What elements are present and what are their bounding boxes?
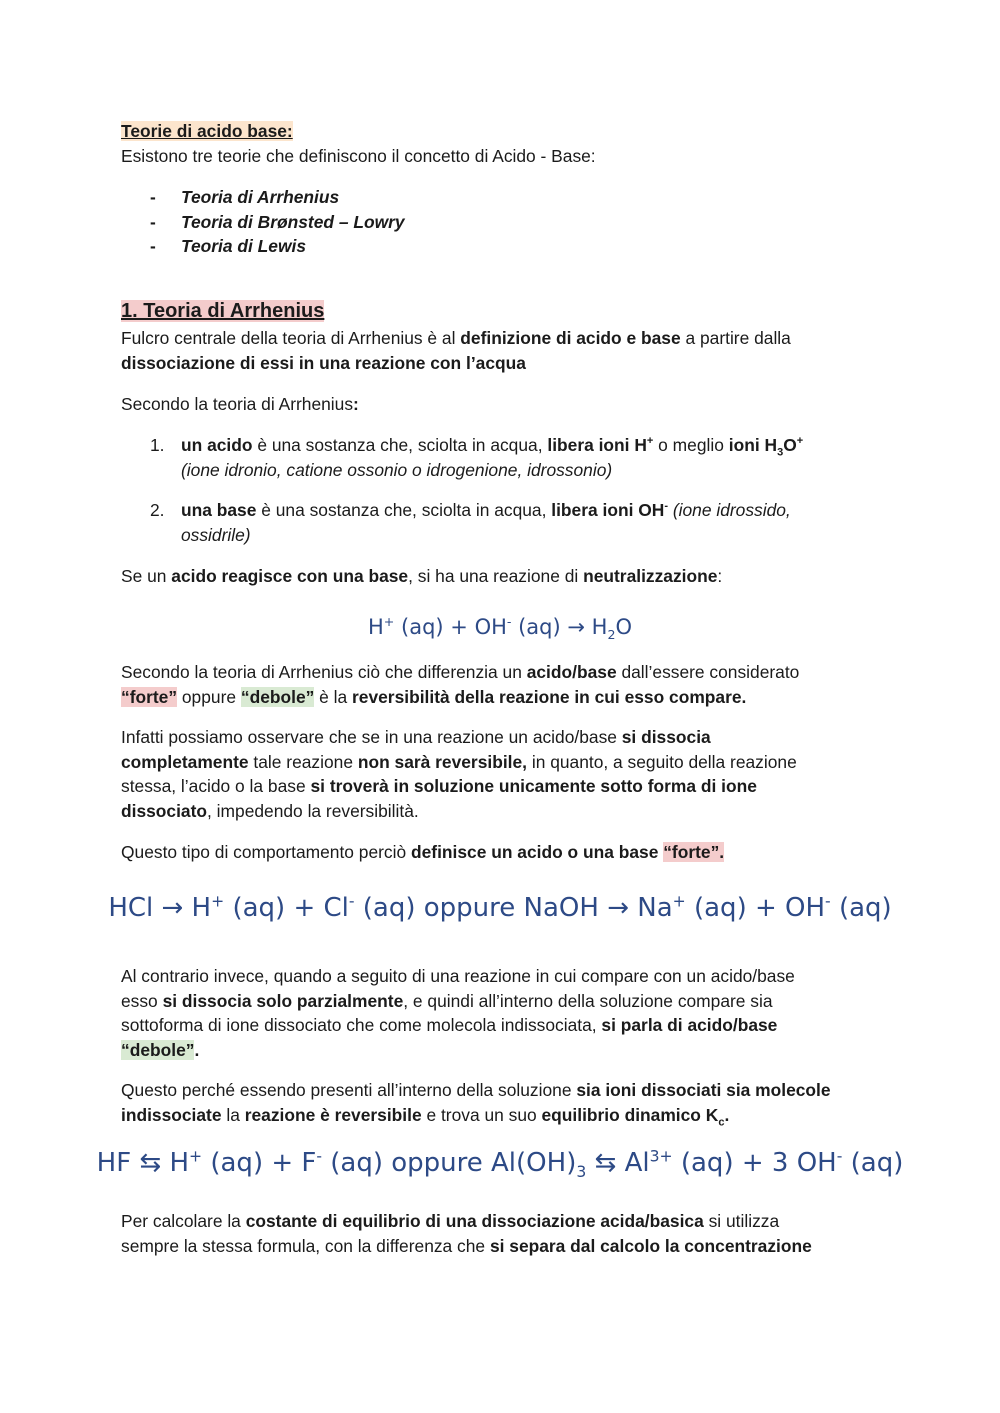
numbered-item: 1. un acido è una sostanza che, sciolta in acqua, libera ioni H+ o meglio ioni $H_3O^+$ (ione idronio, catione ossonio o idrogenione, idrossonio) <box>150 435 804 480</box>
forte-label: “forte”. <box>663 842 725 862</box>
debole-label: “debole” <box>121 1039 195 1060</box>
list-item: - Teoria di Arrhenius <box>150 187 340 207</box>
paragraph: Infatti possiamo osservare che se in una reazione un acido/base si dissocia completamente tale reazione non sarà reversibile, in quanto, a seguito della reazione stessa, l’acido o la base si troverà in soluzione unicamente sotto forma di ione dissociato, impedendo la reversibilità. <box>121 727 797 821</box>
paragraph: Se un acido reagisce con una base, si ha una reazione di neutralizzazione: <box>121 566 723 586</box>
equation-neutralization: H+ (aq) + OH- $(aq) \to H_2O$ <box>368 614 632 643</box>
list-item: - Teoria di Brønsted – Lowry <box>150 212 405 232</box>
equation-weak-dissociation: HF ⇆ H+ (aq) + F- (aq) oppure $Al(OH)_3$ ⇆ $Al^{3+}$ (aq) + 3 OH- (aq) <box>96 1147 904 1182</box>
paragraph: Secondo la teoria di Arrhenius: <box>121 394 359 414</box>
paragraph: Al contrario invece, quando a seguito di una reazione in cui compare con un acido/base esso si dissocia solo parzialmente, e quindi all’interno della soluzione compare sia sottoforma di ione dissociato che come molecola indissociata, si parla di acido/base “debole”. <box>121 966 795 1060</box>
paragraph: Secondo la teoria di Arrhenius ciò che differenzia un acido/base dall’essere considerato “forte” oppure “debole” è la reversibilità della reazione in cui esso compare. <box>121 662 800 707</box>
forte-label: “forte” <box>121 686 178 707</box>
section-heading: 1. Teoria di Arrhenius <box>121 300 325 322</box>
numbered-item: 2. una base è una sostanza che, sciolta in acqua, libera ioni OH- (ione idrossido, ossidrile) <box>150 500 791 545</box>
paragraph: Questo perché essendo presenti all’interno della soluzione sia ioni dissociati sia molecole indissociate la reazione è reversibile e trova un suo equilibrio dinamico $K_c$. <box>121 1080 831 1128</box>
paragraph: Per calcolare la costante di equilibrio di una dissociazione acida/basica si utilizza sempre la stessa formula, con la differenza che si separa dal calcolo la concentrazione <box>121 1211 812 1256</box>
paragraph: Fulcro centrale della teoria di Arrhenius è al definizione di acido e base a partire dalla dissociazione di essi in una reazione con l’acqua <box>121 328 791 373</box>
intro-text: Esistono tre teorie che definiscono il concetto di Acido - Base: <box>121 146 596 166</box>
page-title: Teorie di acido base: <box>121 121 293 141</box>
equation-strong-dissociation: HCl → H+ (aq) + Cl- (aq) oppure NaOH → Na+ (aq) + OH- (aq) <box>108 892 892 923</box>
list-item: - Teoria di Lewis <box>150 236 306 256</box>
debole-label: “debole” <box>240 686 315 707</box>
paragraph: Questo tipo di comportamento perciò definisce un acido o una base “forte”. <box>121 842 725 862</box>
